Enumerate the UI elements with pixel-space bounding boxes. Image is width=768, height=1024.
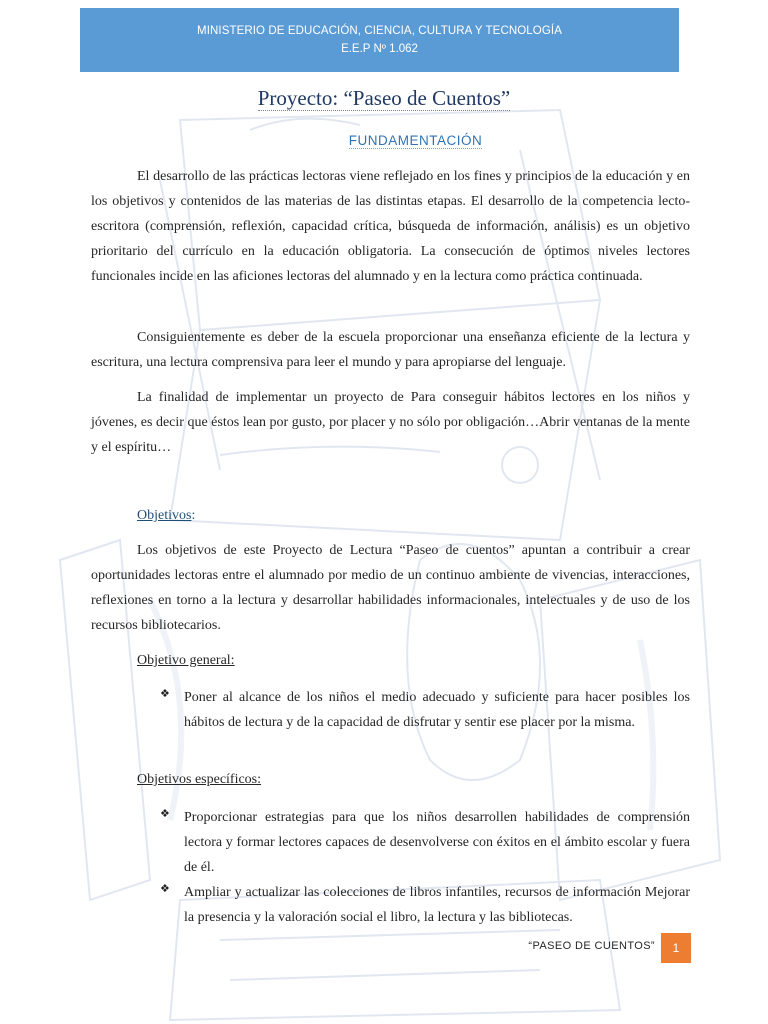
diamond-bullet-icon: ❖ — [160, 687, 170, 700]
paragraph-fundamentacion-1: El desarrollo de las prácticas lectoras viene reflejado en los fines y principios de la educación y en los objetivos y contenidos de las materias de las distintas etapas. El desarrollo de la competencia lecto-escritora (comprensión, reflexión, capacidad crítica, búsqueda de información, análisis) es un objetivo prioritario del currículo en la educación obligatoria. La consecución de óptimos niveles lectores funcionales incide en las aficiones lectoras del alumnado y en la lectura como práctica continuada. — [91, 169, 690, 284]
header-school: E.E.P Nº 1.062 — [341, 43, 418, 55]
list-item-text: Poner al alcance de los niños el medio adecuado y suficiente para hacer posibles los hábitos de lectura y de la capacidad de disfrutar y sentir ese placer por la misma. — [184, 690, 690, 730]
paragraph-fundamentacion-3: La finalidad de implementar un proyecto de Para conseguir hábitos lectores en los niños y jóvenes, es decir que éstos lean por gusto, por placer y no sólo por obligación…Abrir ventanas de la mente y el espíritu… — [91, 390, 690, 455]
paragraph-objetivos-intro: Los objetivos de este Proyecto de Lectura “Paseo de cuentos” apuntan a contribuir a crear oportunidades lectoras entre el alumnado por medio de un continuo ambiente de vivencias, interacciones, reflexiones en torno a la lectura y desarrollar habilidades informacionales, intelectuales y de uso de los recursos bibliotecarios. — [91, 543, 690, 633]
header-band — [80, 8, 679, 72]
page-number: 1 — [661, 933, 691, 963]
header-ministry: MINISTERIO DE EDUCACIÓN, CIENCIA, CULTURA Y TECNOLOGÍA — [197, 25, 562, 37]
diamond-bullet-icon: ❖ — [160, 807, 170, 820]
objetivos-especificos-heading: Objetivos específicos: — [137, 772, 262, 787]
document-title — [0, 86, 768, 111]
paragraph-fundamentacion-2: Consiguientemente es deber de la escuela proporcionar una enseñanza eficiente de la lectura y escritura, una lectura comprensiva para leer el mundo y para apropiarse del lenguaje. — [91, 330, 690, 370]
section-heading-fundamentacion — [0, 133, 768, 148]
list-item-text: Ampliar y actualizar las colecciones de libros infantiles, recursos de información Mejorar la presencia y la valoración social el libro, la lectura y las bibliotecas. — [184, 885, 690, 925]
objetivos-heading — [137, 508, 195, 524]
list-item — [160, 880, 690, 930]
list-item — [160, 805, 690, 880]
objetivos-heading-text: Objetivos — [137, 508, 192, 523]
section-heading-text: FUNDAMENTACIÓN — [348, 133, 483, 148]
footer-title: “PASEO DE CUENTOS” — [528, 940, 655, 952]
document-title-text: Proyecto: “Paseo de Cuentos” — [257, 86, 511, 110]
diamond-bullet-icon: ❖ — [160, 882, 170, 895]
objetivo-general-heading: Objetivo general: — [137, 653, 235, 668]
list-item — [160, 685, 690, 735]
objetivos-heading-colon: : — [191, 508, 196, 523]
list-item-text: Proporcionar estrategias para que los niños desarrollen habilidades de comprensión lectora y formar lectores capaces de desenvolverse con éxitos en el ámbito escolar y fuera de él. — [184, 810, 690, 875]
